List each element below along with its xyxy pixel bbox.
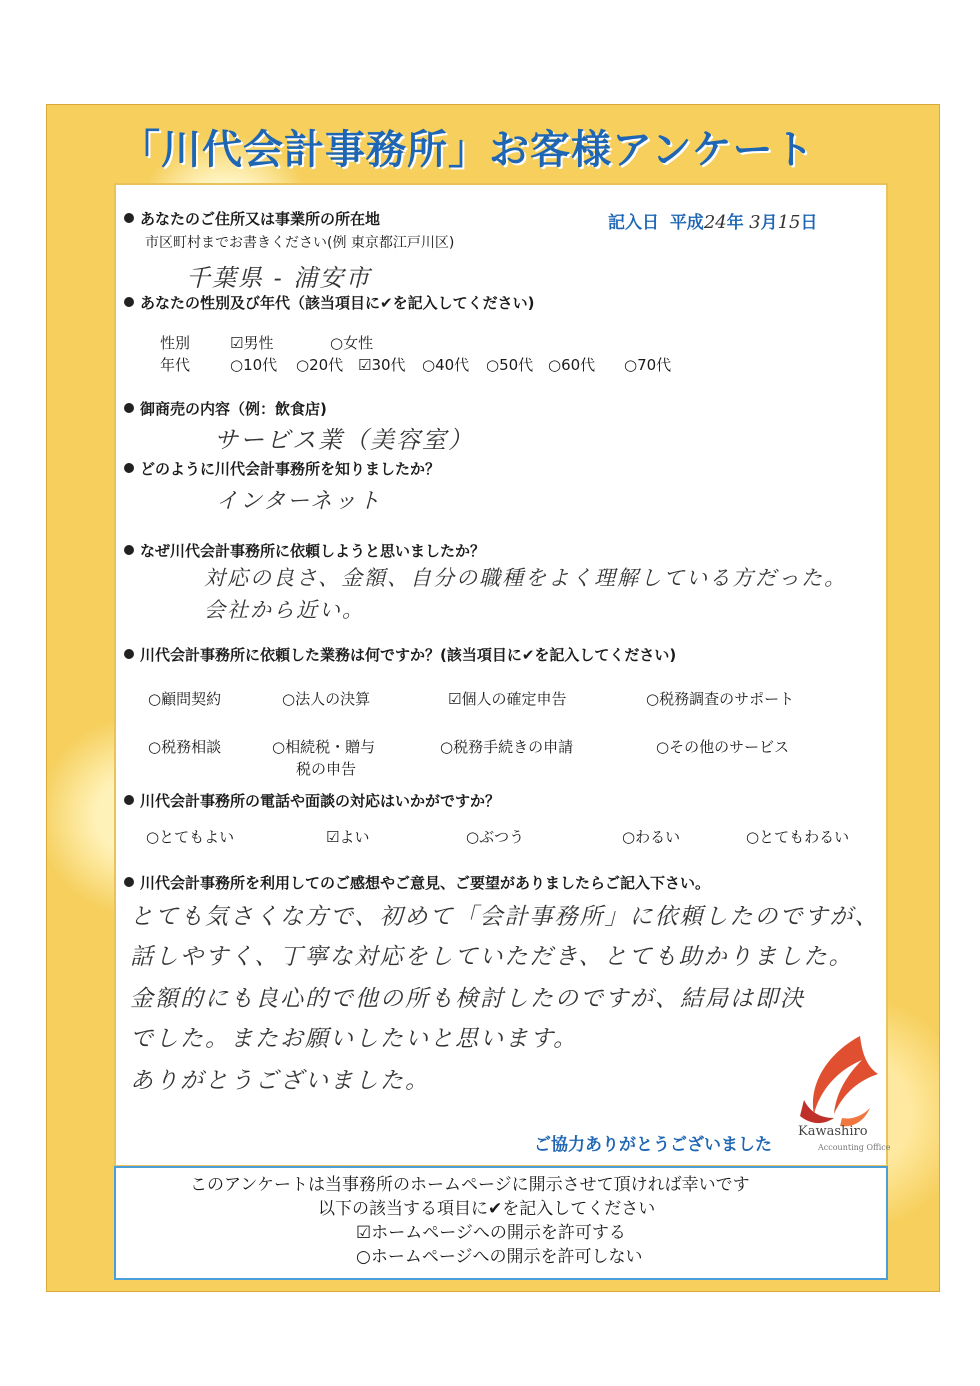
date-era: 平成	[669, 213, 704, 233]
kawashiro-logo-icon	[790, 1030, 882, 1160]
circle-icon: ○	[622, 828, 636, 846]
date-label: 記入日	[608, 213, 659, 233]
question-how-found-text: どのように川代会計事務所を知りましたか？	[140, 460, 441, 478]
gender-option-male[interactable]: ☑男性	[230, 334, 274, 352]
checked-circle-icon: ☑	[358, 356, 372, 374]
circle-icon: ○	[440, 738, 454, 756]
logo-subtitle: Accounting Office	[818, 1143, 891, 1152]
service-option-individual-tax-return[interactable]: ☑個人の確定申告	[448, 690, 567, 708]
question-services	[124, 644, 676, 665]
circle-icon: ○	[330, 334, 344, 352]
question-address	[124, 208, 380, 229]
date-month-unit: 月	[760, 213, 778, 233]
circle-icon: ○	[656, 738, 670, 756]
age-option-40s[interactable]: ○40代	[422, 356, 470, 374]
answer-comments-line: でした。またお願いしたいと思います。	[130, 1026, 579, 1052]
answer-comments-line: 金額的にも良心的で他の所も検討したのですが、結局は即決	[130, 986, 805, 1012]
answer-why-line: 対応の良さ、金額、自分の職種をよく理解している方だった。	[204, 566, 848, 590]
question-comments-text: 川代会計事務所を利用してのご感想やご意見、ご要望がありましたらご記入下さい。	[140, 874, 711, 892]
question-comments	[124, 872, 710, 893]
consent-option-deny[interactable]: ○ホームページへの開示を許可しない	[356, 1247, 643, 1267]
service-option-advisory[interactable]: ○顧問契約	[148, 690, 222, 708]
answer-business: サービス業（美容室）	[214, 426, 474, 454]
age-label: 年代	[160, 356, 191, 374]
date-day: 15	[777, 212, 801, 233]
bullet-icon	[124, 877, 134, 887]
circle-icon: ○	[148, 738, 162, 756]
age-option-10s[interactable]: ○10代	[230, 356, 278, 374]
circle-icon: ○	[624, 356, 638, 374]
consent-option-allow[interactable]: ☑ホームページへの開示を許可する	[356, 1223, 626, 1243]
answer-comments-line: とても気さくな方で、初めて「会計事務所」に依頼したのですが、	[130, 904, 880, 930]
question-how-found	[124, 458, 440, 479]
circle-icon: ○	[466, 828, 480, 846]
answer-why-line: 会社から近い。	[204, 598, 365, 622]
question-gender-age	[124, 292, 534, 313]
service-option-corporate-settlement[interactable]: ○法人の決算	[282, 690, 371, 708]
checked-circle-icon: ☑	[326, 828, 340, 846]
age-option-30s[interactable]: ☑30代	[358, 356, 406, 374]
service-option-tax-audit-support[interactable]: ○税務調査のサポート	[646, 690, 795, 708]
consent-instruction: 以下の該当する項目に✔を記入してください	[318, 1199, 656, 1219]
entry-date	[608, 208, 817, 233]
bullet-icon	[124, 545, 134, 555]
bullet-icon	[124, 403, 134, 413]
logo-name: Kawashiro	[798, 1124, 868, 1139]
bullet-icon	[124, 463, 134, 473]
question-why-text: なぜ川代会計事務所に依頼しようと思いましたか？	[140, 542, 486, 560]
rating-option-bad[interactable]: ○わるい	[622, 828, 681, 846]
date-month: 3	[749, 212, 761, 233]
bullet-icon	[124, 213, 134, 223]
question-gender-age-text: あなたの性別及び年代（該当項目に✔を記入してください)	[140, 294, 535, 312]
age-option-50s[interactable]: ○50代	[486, 356, 534, 374]
service-option-tax-procedures[interactable]: ○税務手続きの申請	[440, 738, 574, 756]
circle-icon: ○	[422, 356, 436, 374]
rating-option-good[interactable]: ☑よい	[326, 828, 370, 846]
survey-title: 「川代会計事務所」お客様アンケート	[120, 127, 815, 173]
answer-comments-line: 話しやすく、丁寧な対応をしていただき、とても助かりました。	[130, 944, 854, 970]
age-option-70s[interactable]: ○70代	[624, 356, 672, 374]
question-response-quality	[124, 790, 500, 811]
question-services-text: 川代会計事務所に依頼した業務は何ですか？(該当項目に✔を記入してください)	[140, 646, 677, 664]
date-day-unit: 日	[800, 213, 818, 233]
bullet-icon	[124, 795, 134, 805]
circle-icon: ○	[282, 690, 296, 708]
circle-icon: ○	[296, 356, 310, 374]
circle-icon: ○	[272, 738, 286, 756]
service-option-inheritance-gift-tax-cont: 税の申告	[296, 760, 357, 778]
circle-icon: ○	[230, 356, 244, 374]
question-business	[124, 398, 327, 419]
rating-option-very-good[interactable]: ○とてもよい	[146, 828, 235, 846]
bullet-icon	[124, 297, 134, 307]
answer-address: 千葉県 - 浦安市	[186, 264, 372, 292]
rating-option-average[interactable]: ○ぶつう	[466, 828, 525, 846]
question-business-text: 御商売の内容（例：飲食店)	[140, 400, 327, 418]
circle-icon: ○	[746, 828, 760, 846]
circle-icon: ○	[486, 356, 500, 374]
circle-icon: ○	[146, 828, 160, 846]
date-year-unit: 年	[726, 213, 744, 233]
circle-icon: ○	[148, 690, 162, 708]
age-option-60s[interactable]: ○60代	[548, 356, 596, 374]
service-option-inheritance-gift-tax[interactable]: ○相続税・贈与	[272, 738, 376, 756]
answer-comments-line: ありがとうございました。	[130, 1068, 430, 1094]
service-option-other[interactable]: ○その他のサービス	[656, 738, 790, 756]
date-year: 24	[703, 212, 727, 233]
circle-icon: ○	[646, 690, 660, 708]
service-option-tax-consultation[interactable]: ○税務相談	[148, 738, 222, 756]
consent-intro: このアンケートは当事務所のホームページに開示させて頂ければ幸いです	[190, 1175, 750, 1195]
checked-circle-icon: ☑	[448, 690, 462, 708]
checked-circle-icon: ☑	[356, 1223, 372, 1243]
question-response-quality-text: 川代会計事務所の電話や面談の対応はいかがですか？	[140, 792, 501, 810]
checked-circle-icon: ☑	[230, 334, 244, 352]
bullet-icon	[124, 649, 134, 659]
age-option-20s[interactable]: ○20代	[296, 356, 344, 374]
circle-icon: ○	[548, 356, 562, 374]
gender-label: 性別	[160, 334, 191, 352]
thank-you-message: ご協力ありがとうございました	[534, 1135, 772, 1155]
rating-option-very-bad[interactable]: ○とてもわるい	[746, 828, 850, 846]
question-why	[124, 540, 485, 561]
question-address-text: あなたのご住所又は事業所の所在地	[140, 210, 381, 228]
circle-icon: ○	[356, 1247, 371, 1267]
answer-how-found: インターネット	[216, 489, 383, 514]
gender-option-female[interactable]: ○女性	[330, 334, 374, 352]
address-note: 市区町村までお書きください(例 東京都江戸川区)	[145, 235, 455, 251]
